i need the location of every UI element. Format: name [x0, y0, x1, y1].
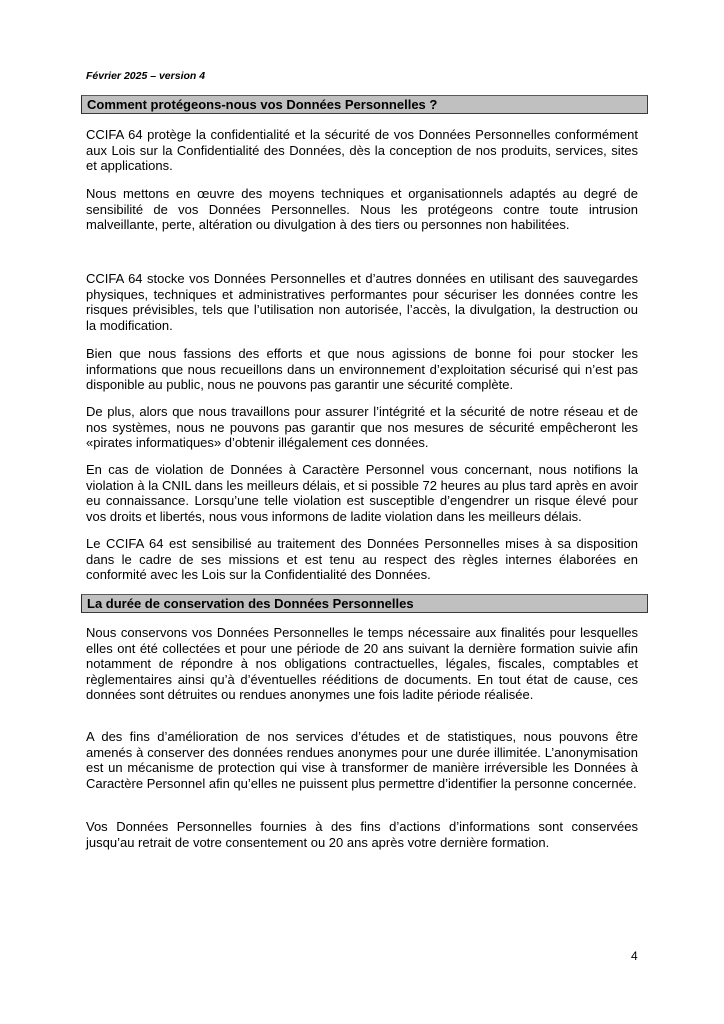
paragraph-breach-notification: En cas de violation de Données à Caractère Personnel vous concernant, nous notifions la violation à la CNIL dans les meilleurs délais, et si possible 72 heures au plus tard après en avoir eu connaissance. Lorsqu’une telle violation est susceptible d’engendrer un risque élevé pour vos droits et libertés, nous vous informons de ladite violation dans les meilleurs délais. — [86, 462, 638, 524]
paragraph-protection-intro: CCIFA 64 protège la confidentialité et la sécurité de vos Données Personnelles conformément aux Lois sur la Confidentialité des Données, dès la conception de nos produits, services, sites et applications. — [86, 127, 638, 174]
paragraph-information-actions: Vos Données Personnelles fournies à des fins d’actions d’informations sont conservées jusqu’au retrait de votre consentement ou 20 ans après votre dernière formation. — [86, 819, 638, 850]
page-number: 4 — [631, 949, 638, 963]
section-heading-protection: Comment protégeons-nous vos Données Personnelles ? — [81, 95, 648, 114]
paragraph-internal-rules: Le CCIFA 64 est sensibilisé au traitement des Données Personnelles mises à sa disposition dans le cadre de ses missions et est tenu au respect des règles internes élaborées en conformité avec les Lois sur la Confidentialité des Données. — [86, 536, 638, 583]
section-heading-retention: La durée de conservation des Données Personnelles — [81, 594, 648, 613]
version-header: Février 2025 – version 4 — [86, 70, 206, 82]
paragraph-anonymisation: A des fins d’amélioration de nos services d’études et de statistiques, nous pouvons être amenés à conserver des données rendues anonymes pour une durée illimitée. L’anonymisation est un mécanisme de protection qui vise à transformer de manière irréversible les Données à Caractère Personnel afin qu’elles ne puissent plus permettre d’identifier la personne concernée. — [86, 729, 638, 791]
paragraph-technical-measures: Nous mettons en œuvre des moyens techniques et organisationnels adaptés au degré de sensibilité de vos Données Personnelles. Nous les protégeons contre toute intrusion malveillante, perte, altération ou divulgation à des tiers ou personnes non habilitées. — [86, 186, 638, 233]
paragraph-no-guarantee: Bien que nous fassions des efforts et que nous agissions de bonne foi pour stocker les informations que nous recueillons dans un environnement d’exploitation sécurisé qui n’est pas disponible au public, nous ne pouvons pas garantir une sécurité complète. — [86, 346, 638, 393]
paragraph-storage-safeguards: CCIFA 64 stocke vos Données Personnelles et d’autres données en utilisant des sauvegardes physiques, techniques et administratives performantes pour sécuriser les données contre les risques prévisibles, tels que l’utilisation non autorisée, l’accès, la divulgation, la destruction ou la modification. — [86, 271, 638, 333]
paragraph-network-security: De plus, alors que nous travaillons pour assurer l’intégrité et la sécurité de notre réseau et de nos systèmes, nous ne pouvons pas garantir que nos mesures de sécurité empêcheront les «pirates informatiques» d’obtenir illégalement ces données. — [86, 404, 638, 451]
paragraph-retention-period: Nous conservons vos Données Personnelles le temps nécessaire aux finalités pour lesquelles elles ont été collectées et pour une période de 20 ans suivant la dernière formation suivie afin notamment de répondre à nos obligations contractuelles, légales, fiscales, comptables et règlementaires ainsi qu’à d’éventuelles rééditions de documents. En tout état de cause, ces données sont détruites ou rendues anonymes une fois ladite période réalisée. — [86, 625, 638, 703]
